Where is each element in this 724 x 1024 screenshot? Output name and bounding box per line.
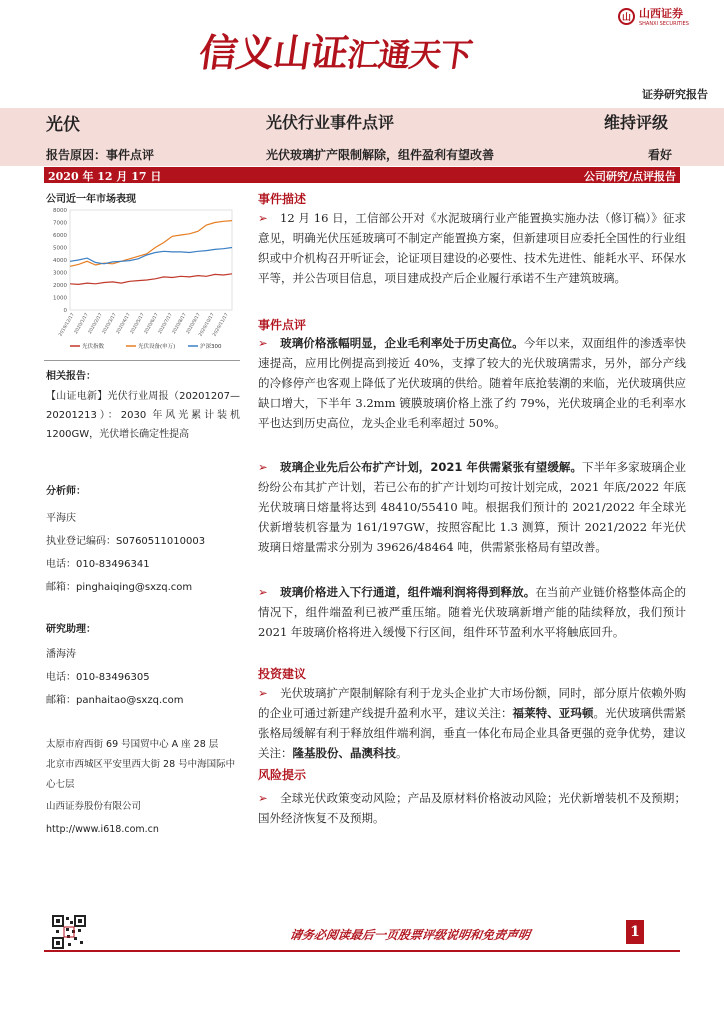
comment-paragraph-2: ➢ 玻璃企业先后公布扩产计划，2021 年供需紧张有望缓解。下半年多家玻璃企业纷纷公布其扩产计划，若已公布的扩产计划均可按计划完成，2021 年底/2022 年底光伏玻璃日熔量将达到 48410/55410 吨。根据我们预计的 2021/2022 年全球光伏新增装机容量为 161/197GW，按照容配比 1.3 测算，预计 2021/2022 年光伏玻璃日熔量需求分别为 39626/48464 吨，供需紧张格局有望改善。: [258, 457, 686, 557]
x-tick-label: 2020/2/17: [87, 312, 104, 335]
logo-mark-icon: 山: [618, 8, 635, 25]
x-tick-label: 2019/12/17: [58, 312, 76, 338]
x-tick-label: 2020/6/17: [143, 312, 160, 335]
arrow-icon: ➢: [258, 686, 268, 700]
assistant-email[interactable]: 邮箱：panhaitao@sxzq.com: [46, 695, 184, 706]
report-category: 公司研究/点评报告: [583, 170, 676, 183]
arrow-icon: ➢: [258, 336, 268, 350]
report-type-label: 证券研究报告: [642, 88, 708, 101]
y-tick-label: 4000: [53, 258, 67, 264]
date-bar: [44, 167, 680, 183]
arrow-icon: ➢: [258, 585, 268, 599]
analyst-title: 分析师：: [46, 486, 86, 497]
x-tick-label: 2020/8/17: [171, 312, 188, 335]
page-number: 1: [626, 920, 644, 944]
comment-paragraph-1: ➢ 玻璃价格涨幅明显，企业毛利率处于历史高位。今年以来，双面组件的渗透率快速提高，应用比例提高到接近 40%，支撑了较大的光伏玻璃需求，另外，部分产线的冷修停产也客观上降低了光伏玻璃的供给。随着年底抢装潮的来临，光伏玻璃供应缺口增大，下半年 3.2mm 镀膜玻璃价格上涨了约 79%，光伏玻璃企业的毛利率水平也达到历史高位，龙头企业毛利率超过 50%。: [258, 333, 686, 433]
invest-paragraph: ➢ 光伏玻璃扩产限制解除有利于龙头企业扩大市场份额，同时，部分原片依赖外购的企业可通过新建产线提升盈利水平，建议关注：福莱特、亚玛顿。光伏玻璃供需紧张格局缓解有利于释放组件端利润，垂直一体化布局企业具备更强的竞争优势，建议关注：隆基股份、晶澳科技。: [258, 683, 686, 763]
x-tick-label: 2020/11/17: [212, 312, 230, 338]
address-taiyuan: 太原市府西街 69 号国贸中心 A 座 28 层: [46, 739, 219, 750]
related-report-link[interactable]: 【山证电新】光伏行业周报（20201207—20201213）：2030 年风光累计装机 1200GW，光伏增长确定性提高: [46, 391, 240, 440]
section-risk-title: 风险提示: [258, 768, 307, 782]
page-subtitle: 光伏玻璃扩产限制解除，组件盈利有望改善: [266, 148, 495, 162]
section-event-title: 事件描述: [258, 192, 307, 206]
y-tick-label: 5000: [53, 245, 67, 252]
legend-label: 光伏设备(申万): [138, 344, 176, 350]
arrow-icon: ➢: [258, 211, 268, 225]
report-reason: 报告原因：事件点评: [46, 148, 155, 162]
series-line: [70, 221, 232, 267]
x-tick-label: 2020/4/17: [115, 312, 132, 335]
legend-label: 沪深300: [200, 344, 222, 350]
performance-chart: [44, 204, 240, 354]
company-website[interactable]: http://www.i618.com.cn: [46, 824, 159, 835]
event-paragraph: ➢ 12 月 16 日，工信部公开对《水泥玻璃行业产能置换实施办法（修订稿）》征求意见，明确光伏压延玻璃可不制定产能置换方案，但新建项目应委托全国性的行业组织或中介机构召开听证会，论证项目建设的必要性、技术先进性、能耗水平、环保水平等，并公告项目信息，项目建成投产后企业履行承诺不生产建筑玻璃。: [258, 208, 686, 288]
analyst-name: 平海庆: [46, 513, 76, 524]
assistant-title: 研究助理：: [46, 624, 96, 635]
divider: [44, 360, 240, 361]
analyst-block: [46, 482, 205, 599]
company-logo: [618, 5, 689, 27]
y-tick-label: 6000: [53, 233, 67, 239]
qr-code-icon: [52, 915, 86, 949]
view-label: 看好: [648, 148, 673, 162]
company-name: 山西证券股份有限公司: [46, 801, 142, 812]
y-tick-label: 2000: [53, 283, 67, 289]
logo-text-en: SHANXI SECURITIES: [639, 21, 689, 27]
report-date: 2020 年 12 月 17 日: [48, 170, 162, 183]
arrow-icon: ➢: [258, 791, 268, 805]
section-comment-title: 事件点评: [258, 318, 307, 332]
arrow-icon: ➢: [258, 460, 268, 474]
footer-divider: [44, 950, 680, 952]
analyst-license: 执业登记编码：S0760511010003: [46, 536, 206, 547]
brand-slogan: 信义山证汇通天下: [196, 31, 474, 75]
x-tick-label: 2020/5/17: [129, 312, 146, 335]
y-tick-label: 8000: [53, 208, 67, 214]
y-tick-label: 3000: [53, 270, 67, 277]
analyst-phone: 电话：010-83496341: [46, 559, 150, 570]
section-invest-title: 投资建议: [258, 667, 307, 681]
assistant-block: [46, 620, 184, 712]
x-tick-label: 2020/1/17: [73, 312, 90, 335]
y-tick-label: 0: [63, 308, 67, 314]
logo-text: 山西证券: [639, 7, 683, 20]
risk-paragraph: ➢ 全球光伏政策变动风险；产品及原材料价格波动风险；光伏新增装机不及预期；国外经济恢复不及预期。: [258, 788, 686, 828]
assistant-phone: 电话：010-83496305: [46, 672, 150, 683]
comment-paragraph-3: ➢ 玻璃价格进入下行通道，组件端利润将得到释放。在当前产业链价格整体高企的情况下，组件端盈利已被严重压缩。随着光伏玻璃新增产能的陆续释放，我们预计 2021 年玻璃价格将进入缓慢下行区间，组件环节盈利水平将触底回升。: [258, 582, 686, 642]
chart-title: 公司近一年市场表现: [46, 194, 136, 205]
disclaimer-notice: 请务必阅读最后一页股票评级说明和免责声明: [288, 928, 532, 942]
x-tick-label: 2020/10/17: [198, 312, 216, 338]
series-line: [70, 274, 232, 285]
legend-label: 光伏指数: [82, 344, 105, 350]
y-tick-label: 1000: [53, 295, 67, 302]
x-tick-label: 2020/7/17: [157, 312, 174, 335]
analyst-email[interactable]: 邮箱：pinghaiqing@sxzq.com: [46, 582, 193, 593]
sector-label: 光伏: [46, 115, 80, 135]
y-tick-label: 7000: [53, 220, 67, 227]
assistant-name: 潘海涛: [46, 649, 76, 660]
x-tick-label: 2020/9/17: [185, 312, 202, 335]
address-beijing: 北京市西城区平安里西大街 28 号中海国际中心七层: [46, 759, 236, 790]
x-tick-label: 2020/3/17: [101, 312, 118, 335]
address-block: [46, 735, 242, 841]
page-title: 光伏行业事件点评: [266, 113, 395, 132]
rating-label: 维持评级: [604, 113, 669, 132]
related-title: 相关报告：: [46, 371, 96, 382]
